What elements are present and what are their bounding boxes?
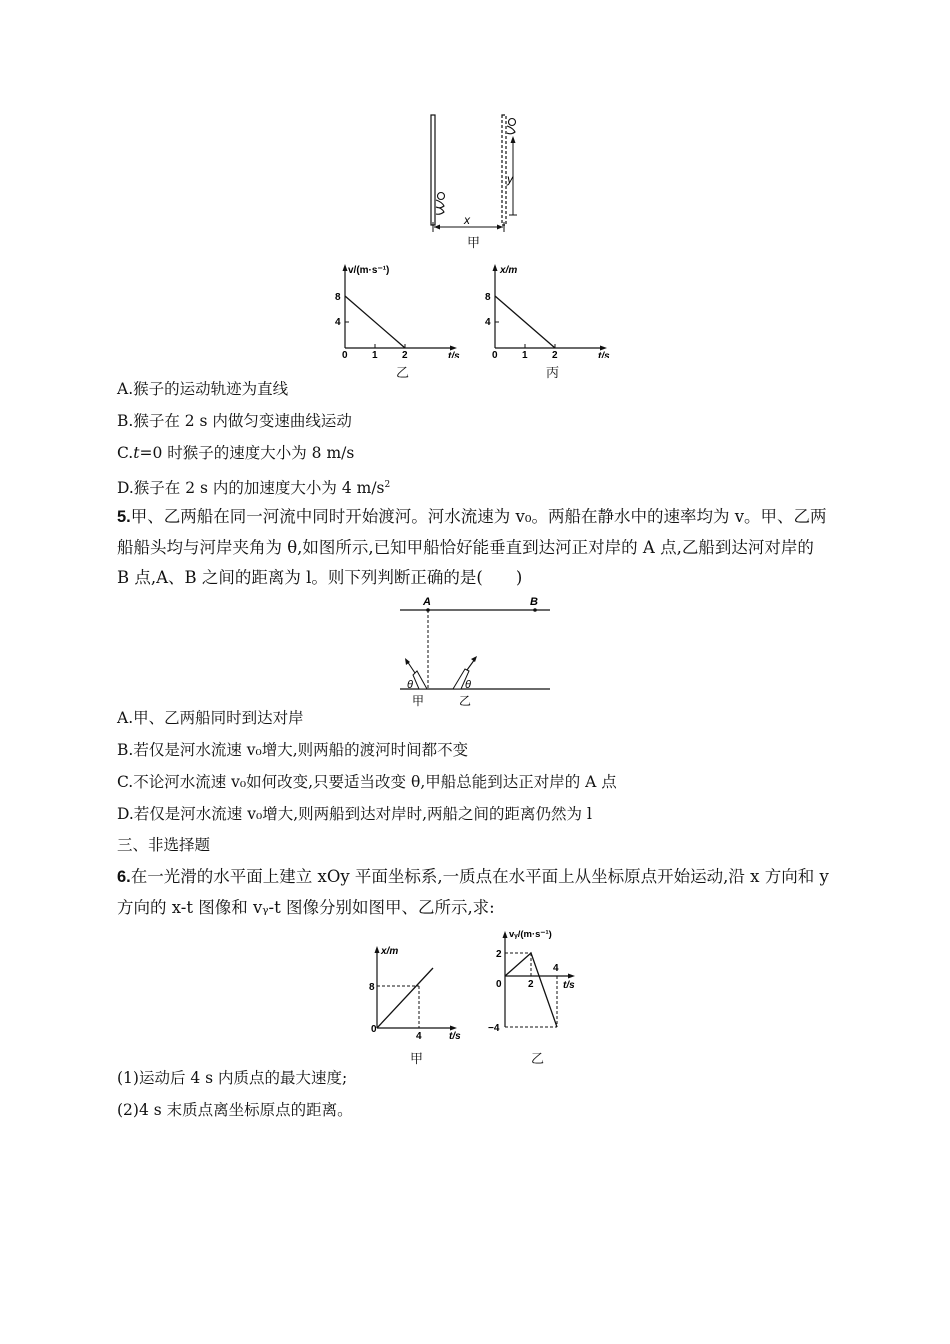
vy-t-graph-yi [485,925,585,1040]
x-tick-0: 0 [492,350,498,358]
y-tick-8: 8 [369,982,375,993]
q6-stem-line2: 方向的 x-t 图像和 vᵧ-t 图像分别如图甲、乙所示,求: [117,898,495,917]
x-tick-4: 4 [553,963,559,974]
origin: 0 [371,1024,377,1035]
x-t-graph-jia [365,940,465,1045]
x-t-graph-bing [475,258,620,358]
fig-monkey-caption: 甲 [467,236,481,251]
q5-option-b: B.若仅是河水流速 v₀增大,则两船的渡河时间都不变 [117,741,469,759]
q4-option-c: C.t=0 时猴子的速度大小为 8 m/s [117,444,355,462]
x-tick-4: 4 [416,1031,422,1042]
q4-option-d: D.猴子在 2 s 内的加速度大小为 4 $m/s^2$ [117,479,391,498]
q5-stem-line3: B 点,A、B 之间的距离为 l。则下列判断正确的是( ) [117,568,523,587]
fig-yi-caption: 乙 [396,366,410,381]
boat-yi-label: 乙 [459,694,472,708]
y-tick-8: 8 [485,292,491,303]
y-tick-4: 4 [335,317,341,328]
section-heading: 三、非选择题 [117,836,211,854]
x-axis-label: t/s [448,351,460,358]
x-tick-0: 0 [342,350,348,358]
monkey-icon [436,193,445,215]
q5-option-a: A.甲、乙两船同时到达对岸 [117,709,304,727]
point-b-label: B [530,596,538,608]
x-tick-2: 2 [528,979,534,990]
y-axis-label: vᵧ/(m·s⁻¹) [509,929,552,940]
y-tick-8: 8 [335,292,341,303]
fig-bing-caption: 丙 [546,366,560,381]
x-axis-label: t/s [563,980,575,991]
y-tick-neg4: −4 [488,1023,500,1034]
theta-jia: θ [407,679,413,691]
y-axis-label: x/m [500,265,518,276]
boat-jia-label: 甲 [412,694,425,708]
monkey-icon-end [507,119,516,134]
v-t-graph-yi [325,258,470,358]
y-tick-4: 4 [485,317,491,328]
x-tick-2: 2 [552,350,558,358]
river-boats-figure [395,593,555,708]
theta-yi: θ [465,679,471,691]
y-tick-2: 2 [496,949,502,960]
q6-fig-yi-caption: 乙 [531,1052,545,1067]
y-tick-0: 0 [496,979,502,990]
q4-option-a: A.猴子的运动轨迹为直线 [117,380,289,398]
x-label: x [464,213,470,227]
y-axis-label: x/m [381,946,399,957]
x-axis-label: t/s [449,1031,461,1042]
q5-option-c: C.不论河水流速 v₀如何改变,只要适当改变 θ,甲船总能到达正对岸的 A 点 [117,773,617,791]
y-axis-label: v/(m·s⁻¹) [348,265,390,276]
q5-option-d: D.若仅是河水流速 v₀增大,则两船到达对岸时,两船之间的距离仍然为 l [117,805,592,823]
point-a-label: A [423,596,431,608]
y-label: y [507,172,513,186]
q6-stem-line1: 6.在一光滑的水平面上建立 xOy 平面坐标系,一质点在水平面上从坐标原点开始运动,沿 x 方向和 y [117,867,829,886]
q4-option-b: B.猴子在 2 s 内做匀变速曲线运动 [117,412,352,430]
x-tick-1: 1 [372,350,378,358]
x-tick-1: 1 [522,350,528,358]
x-axis-label: t/s [598,351,610,358]
x-tick-2: 2 [402,350,408,358]
q5-stem-line2: 船船头均与河岸夹角为 θ,如图所示,已知甲船恰好能垂直到达河正对岸的 A 点,乙船到达河对岸的 [117,538,814,557]
q6-fig-jia-caption: 甲 [410,1052,424,1067]
q6-part1: (1)运动后 4 s 内质点的最大速度; [117,1069,348,1087]
q6-part2: (2)4 s 末质点离坐标原点的距离。 [117,1101,353,1119]
q5-stem-line1: 5.甲、乙两船在同一河流中同时开始渡河。河水流速为 v₀。两船在静水中的速率均为 v。甲、乙两 [117,507,827,526]
